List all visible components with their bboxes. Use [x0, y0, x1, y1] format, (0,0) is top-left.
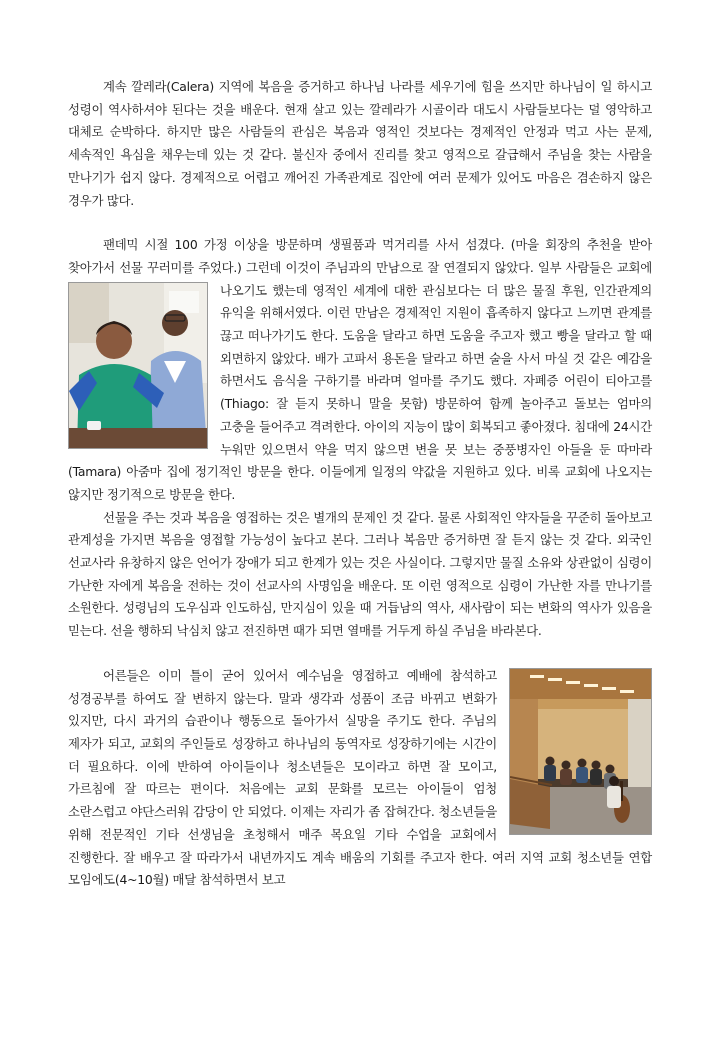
photo-youth-guitar-class: [509, 668, 652, 835]
photo-boy-with-missionary: [68, 282, 208, 449]
document-body: [68, 76, 652, 892]
paragraph-4: [68, 665, 652, 892]
paragraph-2-wrap: [68, 234, 652, 506]
paragraph-4-text: 어른들은 이미 틀이 굳어 있어서 예수님을 영접하고 예배에 참석하고 성경공부를 하여도 잘 변하지 않는다. 말과 생각과 성품이 조금 바뀌고 변화가 있지만, 다시 과거의 습관이나 행동으로 돌아가서 실망을 주기도 한다. 주님의 제자가 되고, 교회의 주인들로 성장하고 하나님의 동역자로 성장하기에는 시간이 더 필요하다. 이에 반하여 아이들이나 청소년들은 모이라고 하면 잘 모이고, 가르침에 잘 따르는 편이다. 처음에는 교회 문화를 모르는 아이들이 엄청 소란스럽고 야단스러워 감당이 안 되었다. 이제는 자리가 좀 잡혀간다. 청소년들을 위해 전문적인 기타 선생님을 초청해서 매주 목요일 기타 수업을 교회에서 진행한다. 잘 배우고 잘 따라가서 내년까지도 계속 배움의 기회를 주고자 한다. 여러 지역 교회 청소년들 연합 모임에도(4~10월) 매달 참석하면서 보고: [68, 667, 652, 888]
paragraph-2-lead: 팬데믹 시절 100 가정 이상을 방문하며 생필품과 먹거리를 사서 섬겼다. (마을 회장의 추천을 받아 찾아가서 선물 꾸러미를 주었다.) 그런데 이것이 주님과의 만남으로 잘 연결되지 않았다.: [68, 237, 652, 275]
paragraph-2-rest: 일부 사람들은 교회에 나오기도 했는데 영적인 세계에 대한 관심보다는 더 많은 물질 후원, 인간관계의 유익을 위해서였다. 이런 만남은 경제적인 지원이 흡족하지 않다고 느끼면 관계를 끊고 떠나가기도 한다. 도움을 달라고 하면 도움을 주고자 했고 빵을 달라고 할 때 외면하지 않았다. 배가 고파서 용돈을 달라고 하면 술을 사서 마실 것 같은 예감을 하면서도 음식을 구하기를 바라며 얼마를 주기도 했다. 자폐증 어린이 티아고를 (Thiago: 잘 듣지 못하니 말을 못함) 방문하여 함께 놀아주고 돌보는 엄마의 고충을 들어주고 격려한다. 아이의 지능이 많이 회복되고 좋아졌다. 침대에 24시간 누워만 있으면서 약을 먹지 않으면 변을 못 보는 중풍병자인 아들을 둔 따마라(Tamara) 아줌마 집에 정기적인 방문을 한다. 이들에게 일정의 약값을 지원하고 있다. 비록 교회에 나오지는 않지만 정기적으로 방문을 한다.: [68, 259, 652, 502]
paragraph-2-block: [68, 234, 652, 506]
paragraph-3: 선물을 주는 것과 복음을 영접하는 것은 별개의 문제인 것 같다. 물론 사회적인 약자들을 꾸준히 돌아보고 관계성을 가지면 복음을 영접할 가능성이 높다고 본다. 그러나 복음만 증거하면 잘 듣지 않는 것 같다. 외국인 선교사라 유창하지 않은 언어가 장애가 되고 한계가 있는 것은 사실이다. 그렇지만 물질 소유와 상관없이 심령이 가난한 자에게 복음을 전하는 것이 선교사의 사명임을 배운다. 또 이런 영적으로 심령이 가난한 자를 만나기를 소원한다. 성령님의 도우심과 인도하심, 만지심이 있을 때 거듭남의 역사, 새사람이 되는 변화의 역사가 있음을 믿는다. 선을 행하되 낙심치 않고 전진하면 때가 되면 열매를 거두게 하실 주님을 바라본다.: [68, 509, 652, 639]
paragraph-1: 계속 깔레라(Calera) 지역에 복음을 증거하고 하나님 나라를 세우기에 힘을 쓰지만 하나님이 일 하시고 성령이 역사하셔야 된다는 것을 배운다. 현재 살고 있는 깔레라가 시골이라 대도시 사람들보다는 덜 영악하고 대체로 순박하다. 하지만 많은 사람들의 관심은 복음과 영적인 것보다는 경제적인 안정과 먹고 사는 문제, 세속적인 욕심을 채우는데 있는 것 같다. 불신자 중에서 진리를 찾고 영적으로 갈급해서 주님을 찾는 사람을 만나기가 쉽지 않다. 경제적으로 어렵고 깨어진 가족관계로 집안에 여러 문제가 있어도 마음은 겸손하지 않은 경우가 많다.: [68, 79, 652, 208]
